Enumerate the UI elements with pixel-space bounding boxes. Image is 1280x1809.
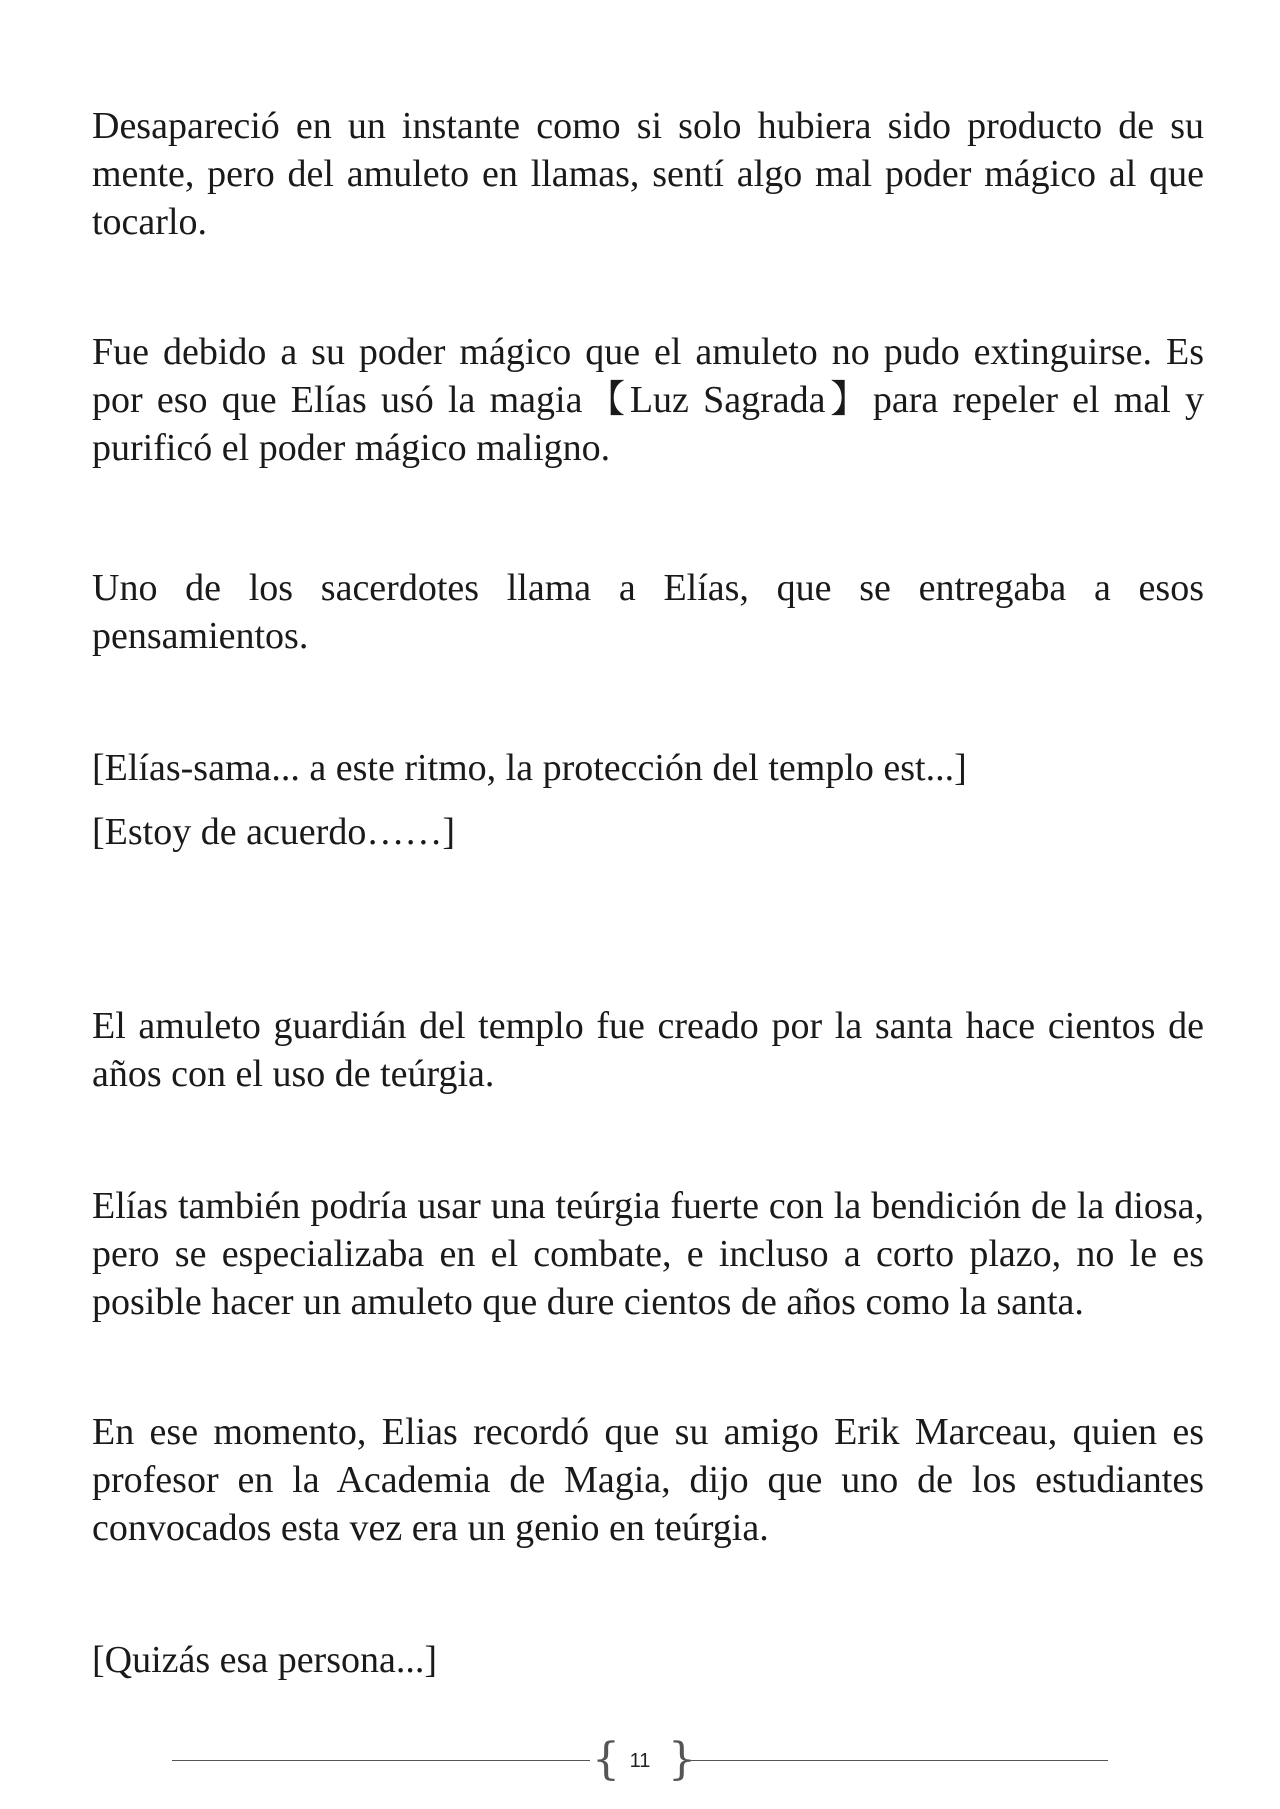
paragraph-4: El amuleto guardián del templo fue creado por la santa hace cientos de años con el uso de teúrgia.	[92, 1005, 1204, 1095]
right-brace-icon: }	[668, 1734, 696, 1785]
paragraph-6: En ese momento, Elias recordó que su amigo Erik Marceau, quien es profesor en la Academia de Magia, dijo que uno de los estudiantes convocados esta vez era un genio en teúrgia.	[92, 1411, 1204, 1549]
paragraph-5: Elías también podría usar una teúrgia fuerte con la bendición de la diosa, pero se especializaba en el combate, e incluso a corto plazo, no le es posible hacer un amuleto que dure cientos de años como la santa.	[92, 1185, 1204, 1323]
dialogue-line-1: [Elías-sama... a este ritmo, la protección del templo est...]	[92, 747, 967, 789]
dialogue-line-2: [Estoy de acuerdo……]	[92, 811, 455, 853]
paragraph-1: Desapareció en un instante como si solo hubiera sido producto de su mente, pero del amuleto en llamas, sentí algo mal poder mágico al que tocarlo.	[92, 105, 1204, 243]
footer-rule-right	[688, 1760, 1108, 1761]
dialogue-line-3: [Quizás esa persona...]	[92, 1639, 438, 1681]
left-brace-icon: {	[592, 1734, 620, 1785]
page-number: 11	[629, 1750, 651, 1772]
footer-rule-left	[172, 1760, 590, 1761]
paragraph-2: Fue debido a su poder mágico que el amuleto no pudo extinguirse. Es por eso que Elías usó la magia【Luz Sagrada】para repeler el mal y purificó el poder mágico maligno.	[92, 331, 1204, 469]
page-footer	[0, 1736, 1280, 1786]
paragraph-3: Uno de los sacerdotes llama a Elías, que se entregaba a esos pensamientos.	[92, 567, 1204, 657]
